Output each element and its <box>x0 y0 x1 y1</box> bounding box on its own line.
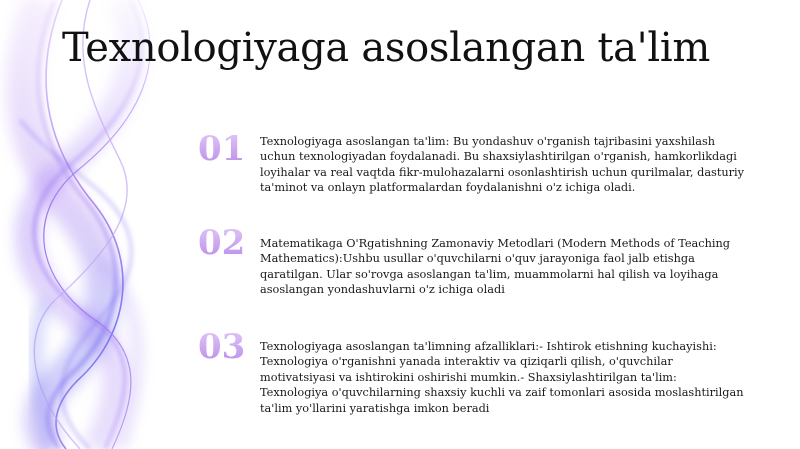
item-number: 03 <box>198 328 254 366</box>
item-text: Texnologiyaga asoslangan ta'limning afzalliklari:- Ishtirok etishning kuchayishi: Texnologiya o'rganishni yanada interaktiv va qiziqarli qilish, o'quvchilar motivatsiyasi va ishtirokini oshirishi mumkin.- Shaxsiylashtirilgan ta'lim: Texnologiya o'quvchilarning shaxsiy kuchli va zaif tomonlari asosida moslashtirilgan ta'lim yo'llarini yaratishga imkon beradi <box>260 340 744 415</box>
item-text: Texnologiyaga asoslangan ta'lim: Bu yondashuv o'rganish tajribasini yaxshilash uchun texnologiyadan foydalanadi. Bu shaxsiylashtirilgan o'rganish, hamkorlikdagi loyihalar va real vaqtda fikr-mulohazalarni osonlashtirish uchun qurilmalar, dasturiy ta'minot va onlayn platformalardan foydalanishni o'z ichiga oladi. <box>260 135 745 195</box>
item-number: 01 <box>198 130 254 168</box>
slide-title: Texnologiyaga asoslangan ta'lim <box>62 25 710 71</box>
item-number: 02 <box>198 224 254 262</box>
item-text: Matematikaga O'Rgatishning Zamonaviy Metodlari (Modern Methods of Teaching Mathematics):Ushbu usullar o'quvchilarni o'quv jarayoniga faol jalb etishga qaratilgan. Ular so'rovga asoslangan ta'lim, muammolarni hal qilish va loyihaga asoslangan yondashuvlarni o'z ichiga oladi <box>260 237 730 297</box>
